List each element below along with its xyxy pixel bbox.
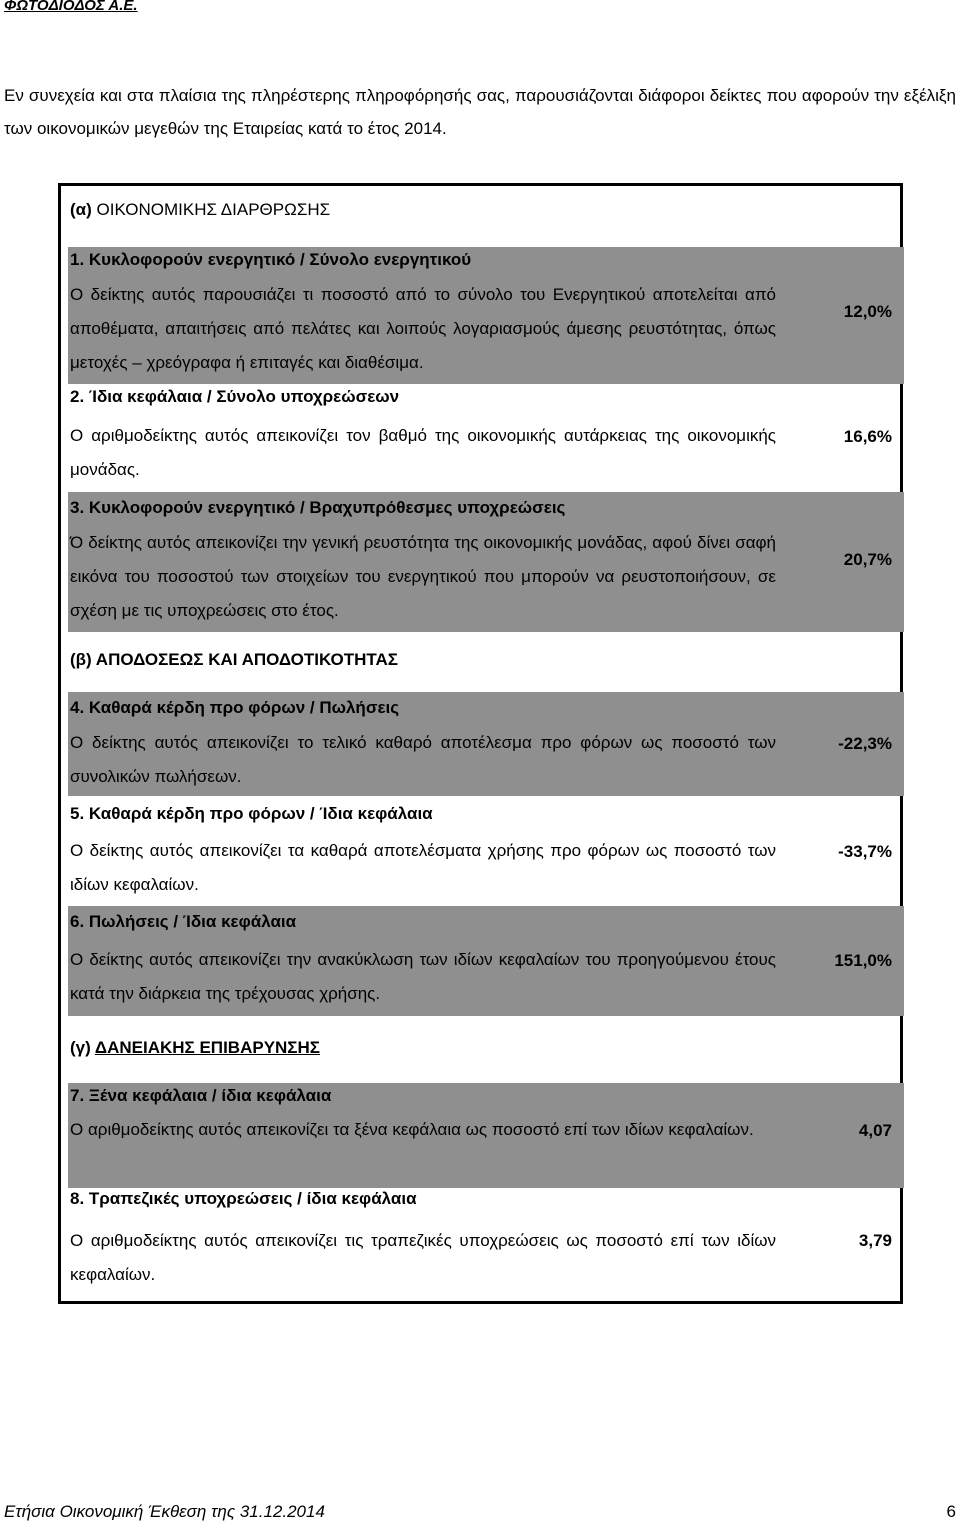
indicator-6-title: 6. Πωλήσεις / Ίδια κεφάλαια <box>70 912 297 931</box>
indicator-3-title: 3. Κυκλοφορούν ενεργητικό / Βραχυπρόθεσμες υποχρεώσεις <box>70 498 566 517</box>
indicator-7-value: 4,07 <box>858 1121 892 1140</box>
section-b-title <box>70 650 398 670</box>
indicator-6-value: 151,0% <box>834 951 892 970</box>
intro-paragraph: Εν συνεχεία και στα πλαίσια της πληρέστερης πληροφόρησής σας, παρουσιάζονται διάφοροι δείκτες που αφορούν την εξέλιξη των οικονομικών μεγεθών της Εταιρείας κατά το έτος 2014. <box>4 86 956 138</box>
indicator-5-title: 5. Καθαρά κέρδη προ φόρων / Ίδια κεφάλαια <box>70 804 433 823</box>
indicator-2-desc: Ο αριθμοδείκτης αυτός απεικονίζει τον βαθμό της οικονομικής αυτάρκειας της οικονομικής μονάδας. <box>70 426 776 479</box>
indicator-7-title: 7. Ξένα κεφάλαια / ίδια κεφάλαια <box>70 1086 332 1105</box>
indicator-8-desc: Ο αριθμοδείκτης αυτός απεικονίζει τις τραπεζικές υποχρεώσεις ως ποσοστό επί των ιδίων κεφαλαίων. <box>70 1231 776 1284</box>
indicator-1-title: 1. Κυκλοφορούν ενεργητικό / Σύνολο ενεργητικού <box>70 250 472 269</box>
section-b-prefix: (β) <box>70 650 92 669</box>
indicator-3-value: 20,7% <box>843 550 892 569</box>
indicator-4-title: 4. Καθαρά κέρδη προ φόρων / Πωλήσεις <box>70 698 400 717</box>
indicator-4-value: -22,3% <box>838 734 892 753</box>
indicator-2-title: 2. Ίδια κεφάλαια / Σύνολο υποχρεώσεων <box>70 387 400 406</box>
indicator-7-desc: Ο αριθμοδείκτης αυτός απεικονίζει τα ξένα κεφάλαια ως ποσοστό επί των ιδίων κεφαλαίων. <box>70 1120 754 1139</box>
section-c-prefix: (γ) <box>70 1038 91 1057</box>
indicator-1-value: 12,0% <box>843 302 892 321</box>
section-c-label: ΔΑΝΕΙΑΚΗΣ ΕΠΙΒΑΡΥΝΣΗΣ <box>94 1038 320 1057</box>
footer-report-title: Ετήσια Οικονομική Έκθεση της 31.12.2014 <box>4 1502 325 1521</box>
section-a-prefix: (α) <box>70 200 92 219</box>
page-number: 6 <box>946 1502 956 1521</box>
section-c-title <box>70 1038 320 1058</box>
indicator-4-desc: Ο δείκτης αυτός απεικονίζει το τελικό καθαρό αποτέλεσμα προ φόρων ως ποσοστό των συνολικών πωλήσεων. <box>70 733 776 786</box>
indicator-5-value: -33,7% <box>838 842 892 861</box>
section-a-label: ΟΙΚΟΝΟΜΙΚΗΣ ΔΙΑΡΘΡΩΣΗΣ <box>96 200 331 219</box>
section-b-label: ΑΠΟΔΟΣΕΩΣ ΚΑΙ ΑΠΟΔΟΤΙΚΟΤΗΤΑΣ <box>95 650 398 669</box>
indicator-1-desc: Ο δείκτης αυτός παρουσιάζει τι ποσοστό από το σύνολο του Ενεργητικού αποτελείται από αποθέματα, απαιτήσεις από πελάτες και λοιπούς λογαριασμούς άμεσης ρευστότητας, όπως μετοχές – χρεόγραφα ή επιταγές και διαθέσιμα. <box>70 285 776 372</box>
section-a-title <box>70 200 330 220</box>
indicator-8-value: 3,79 <box>858 1231 892 1250</box>
company-header: ΦΩΤΟΔΙΟΔΟΣ Α.Ε. <box>4 0 138 14</box>
indicator-8-title: 8. Τραπεζικές υποχρεώσεις / ίδια κεφάλαια <box>70 1189 417 1208</box>
indicator-3-desc: Ό δείκτης αυτός απεικονίζει την γενική ρευστότητα της οικονομικής μονάδας, αφού δίνει σαφή εικόνα του ποσοστού των στοιχείων του ενεργητικού που μπορούν να ρευστοποιήσουν, σε σχέση με τις υποχρεώσεις στο έτος. <box>70 533 776 620</box>
indicator-2-value: 16,6% <box>843 427 892 446</box>
indicator-5-desc: Ο δείκτης αυτός απεικονίζει τα καθαρά αποτελέσματα χρήσης προ φόρων ως ποσοστό των ιδίων κεφαλαίων. <box>70 841 776 894</box>
indicator-6-desc: Ο δείκτης αυτός απεικονίζει την ανακύκλωση των ιδίων κεφαλαίων του προηγούμενου έτους κατά την διάρκεια της τρέχουσας χρήσης. <box>70 950 776 1003</box>
